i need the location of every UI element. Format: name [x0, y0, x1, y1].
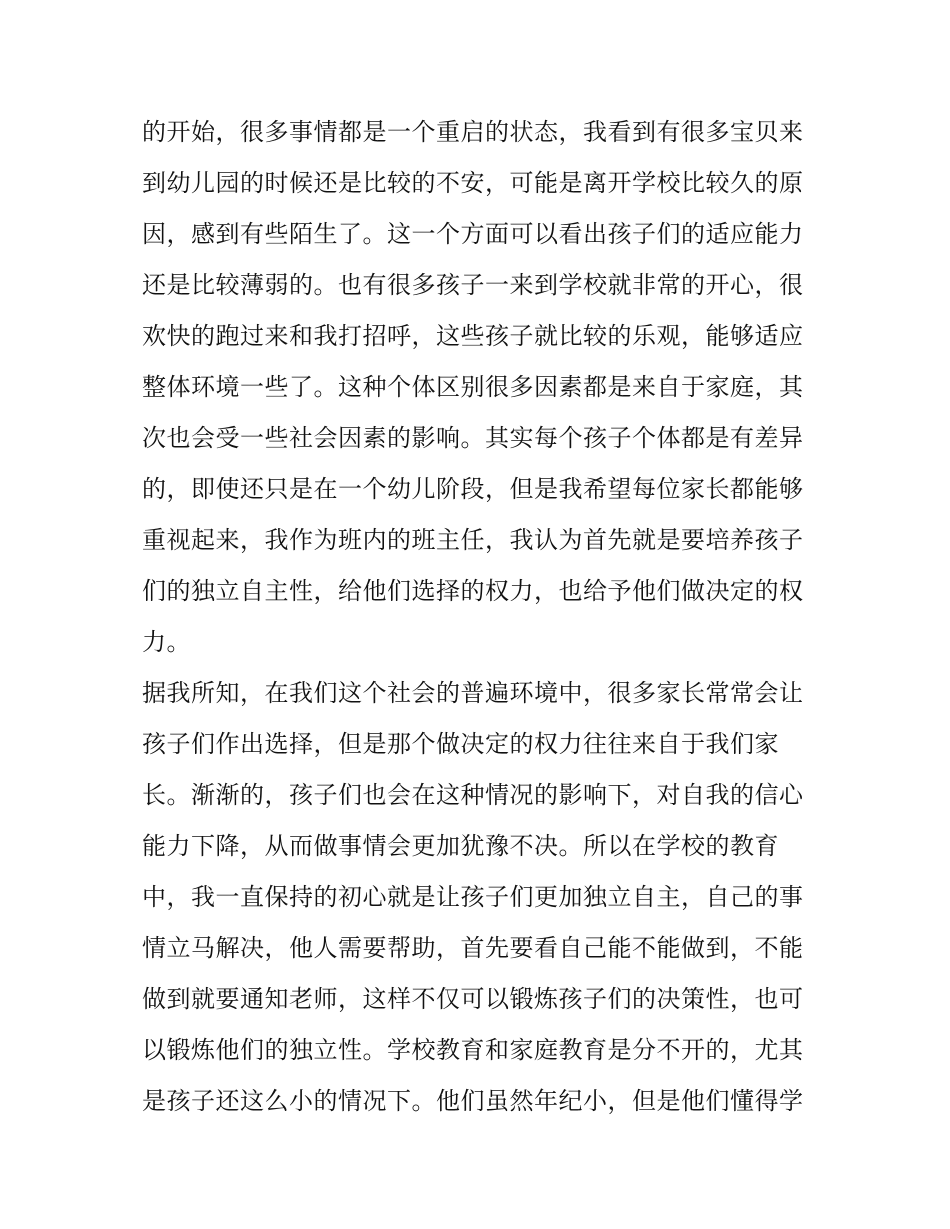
text-line: 的，即使还只是在一个幼儿阶段，但是我希望每位家长都能够: [142, 475, 804, 503]
text-line: 的开始，很多事情都是一个重启的状态，我看到有很多宝贝来: [142, 118, 804, 146]
text-line: 因，感到有些陌生了。这一个方面可以看出孩子们的适应能力: [142, 220, 804, 248]
text-line: 中，我一直保持的初心就是让孩子们更加独立自主，自己的事: [142, 883, 804, 911]
text-line: 到幼儿园的时候还是比较的不安，可能是离开学校比较久的原: [142, 169, 804, 197]
text-line: 以锻炼他们的独立性。学校教育和家庭教育是分不开的，尤其: [142, 1036, 804, 1064]
text-line: 是孩子还这么小的情况下。他们虽然年纪小，但是他们懂得学: [142, 1087, 804, 1115]
text-line: 欢快的跑过来和我打招呼，这些孩子就比较的乐观，能够适应: [142, 322, 804, 350]
text-line: 重视起来，我作为班内的班主任，我认为首先就是要培养孩子: [142, 526, 804, 554]
text-line: 们的独立自主性，给他们选择的权力，也给予他们做决定的权: [142, 577, 804, 605]
paragraph-2: [142, 668, 822, 1127]
text-line: 整体环境一些了。这种个体区别很多因素都是来自于家庭，其: [142, 373, 804, 401]
paragraph-1: [142, 107, 822, 668]
text-line: 情立马解决，他人需要帮助，首先要看自己能不能做到，不能: [142, 934, 804, 962]
text-line: 次也会受一些社会因素的影响。其实每个孩子个体都是有差异: [142, 424, 804, 452]
text-line: 孩子们作出选择，但是那个做决定的权力往往来自于我们家: [142, 730, 779, 758]
text-line: 做到就要通知老师，这样不仅可以锻炼孩子们的决策性，也可: [142, 985, 804, 1013]
document-body: [142, 107, 822, 1127]
text-line: 能力下降，从而做事情会更加犹豫不决。所以在学校的教育: [142, 832, 779, 860]
text-line: 长。渐渐的，孩子们也会在这种情况的影响下，对自我的信心: [142, 781, 804, 809]
text-line: 据我所知，在我们这个社会的普遍环境中，很多家长常常会让: [142, 679, 804, 707]
text-line: 还是比较薄弱的。也有很多孩子一来到学校就非常的开心，很: [142, 271, 804, 299]
text-line: 力。: [142, 628, 191, 656]
